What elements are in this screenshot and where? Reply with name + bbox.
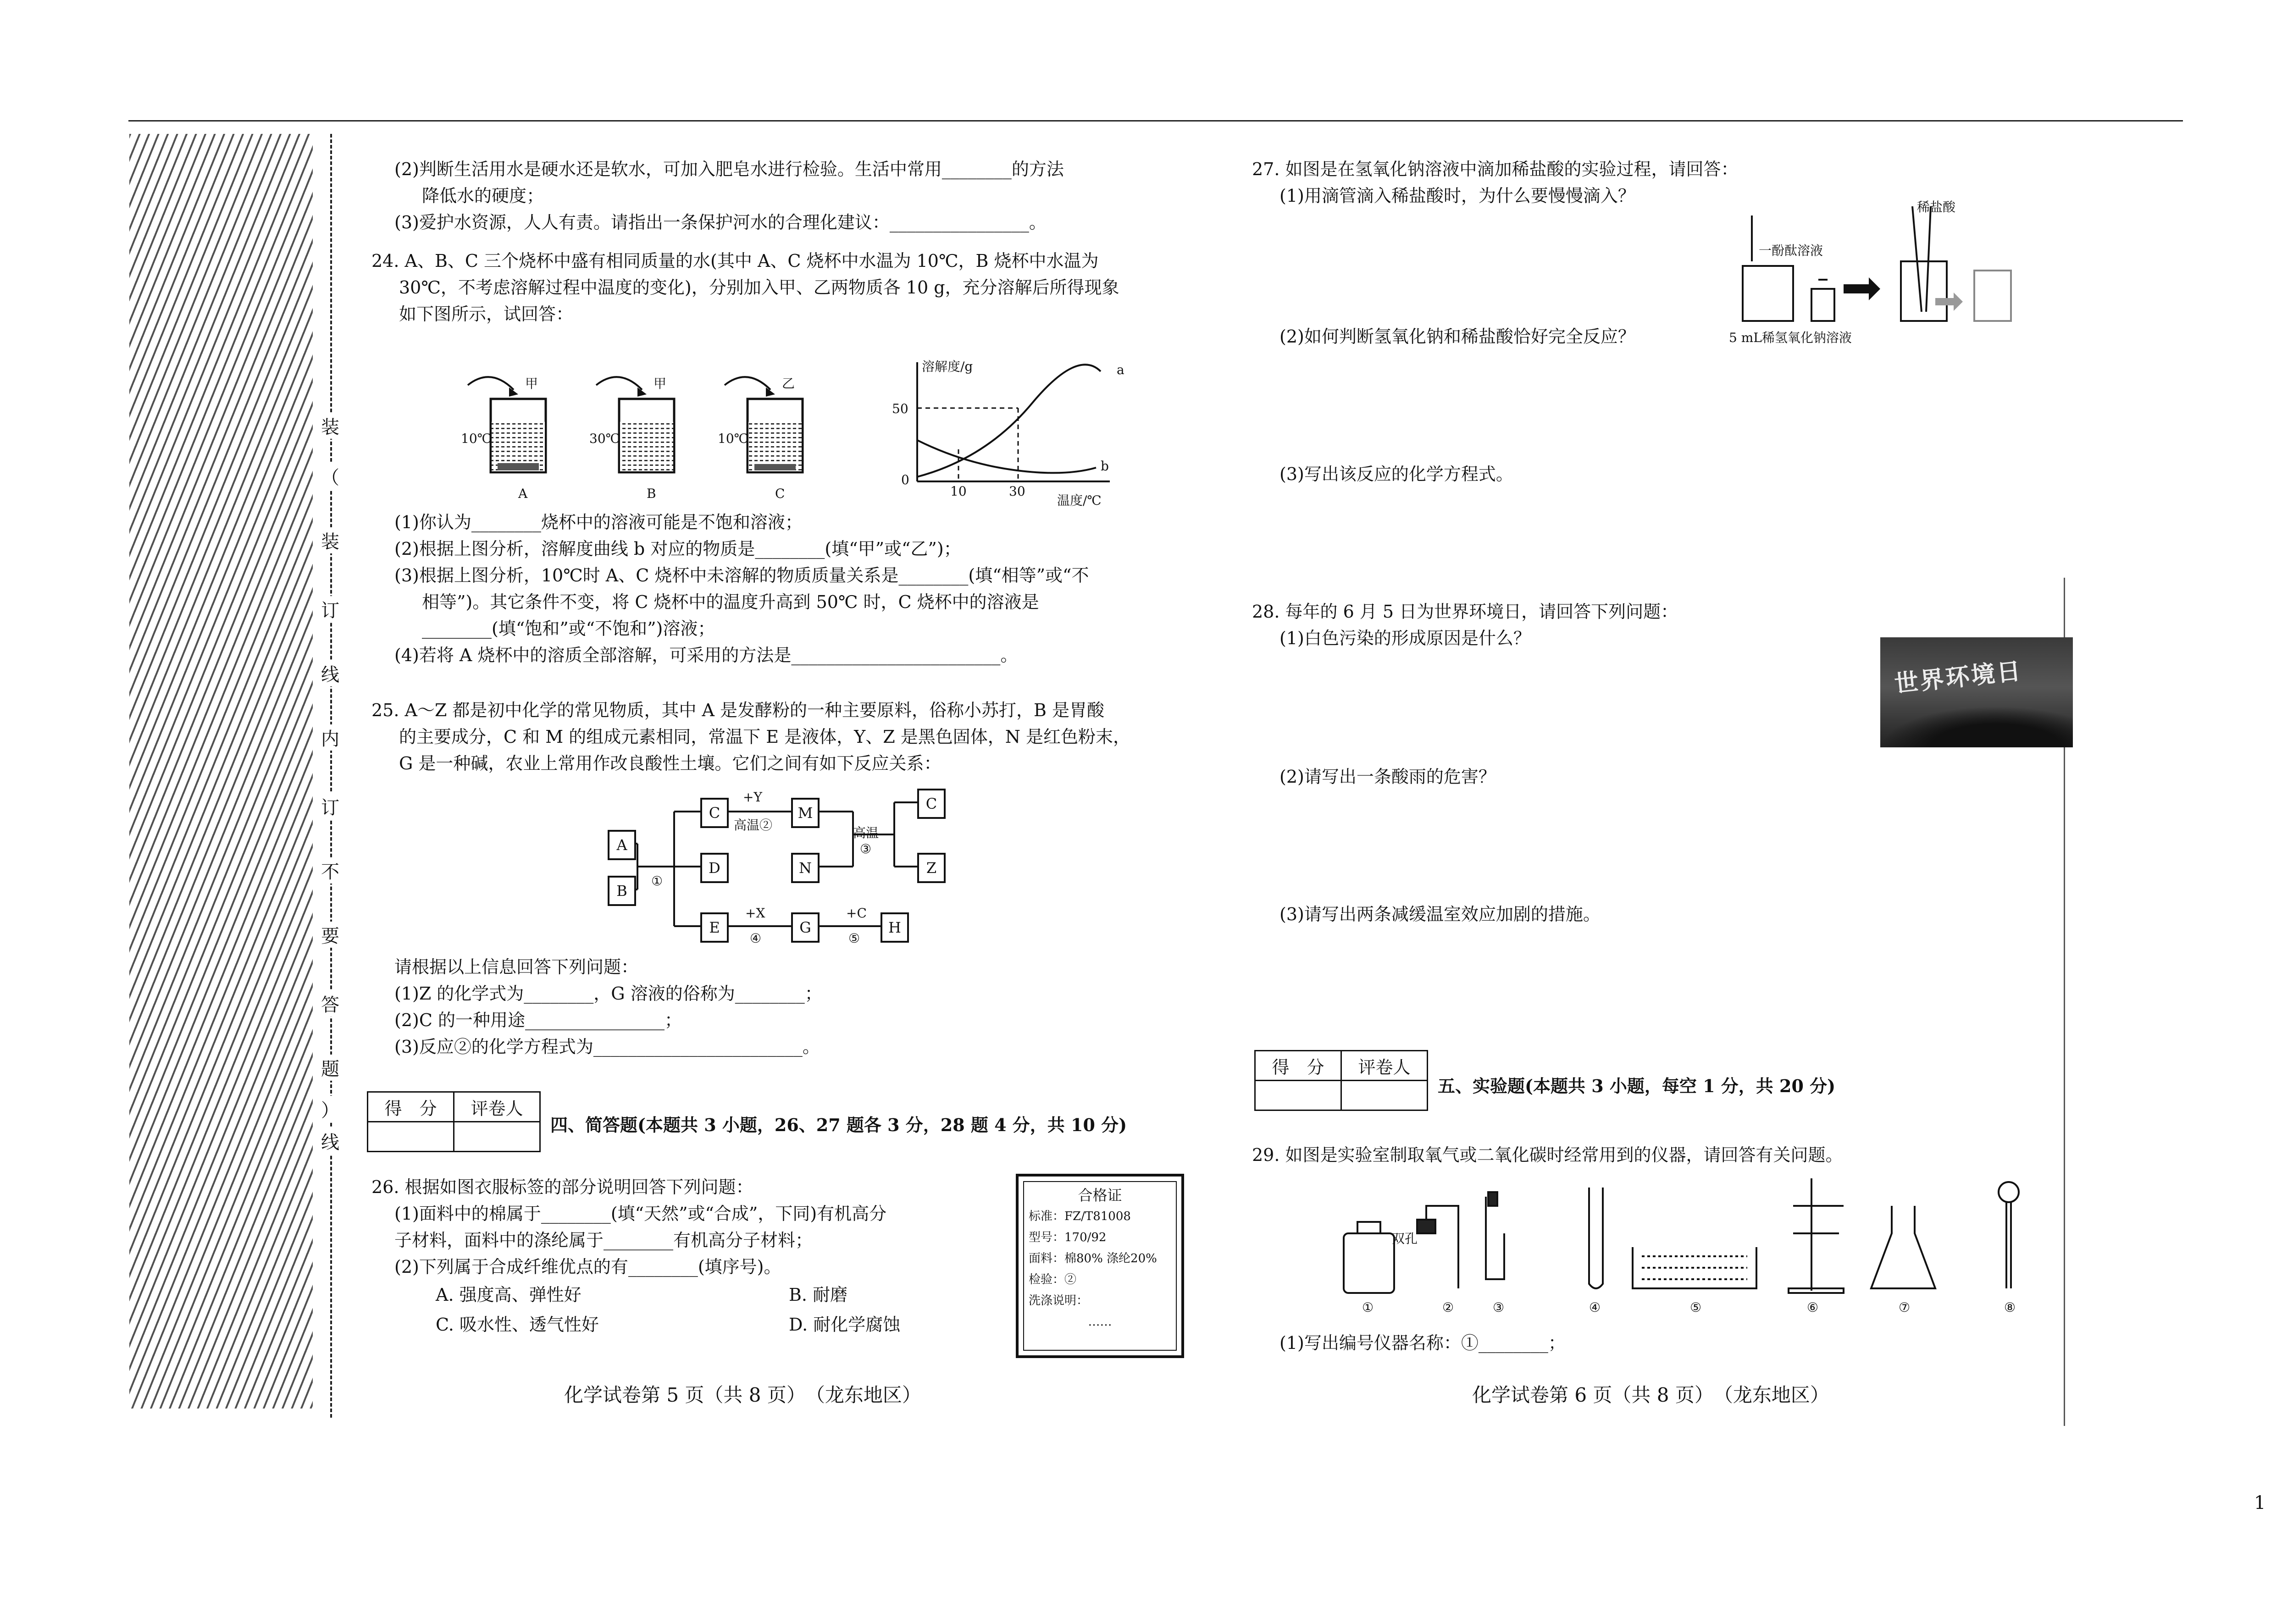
titration-caption: 5 mL稀氢氧化钠溶液 — [1729, 330, 1852, 345]
instrument-label: ⑥ — [1807, 1300, 1819, 1315]
graph-origin: 0 — [901, 472, 909, 487]
instrument-label: ⑧ — [2004, 1300, 2016, 1315]
lab-instruments-figure — [1330, 1178, 2055, 1298]
beaker-b-substance: 甲 — [654, 376, 667, 391]
score-cell[interactable] — [1255, 1081, 1341, 1110]
label-plus-c: +C — [846, 906, 867, 921]
q28-sub2: (2)请写出一条酸雨的危害？ — [1279, 767, 1496, 787]
q29-stem: 29. 如图是实验室制取氧气或二氧化碳时经常用到的仪器，请回答有关问题。 — [1252, 1145, 1843, 1165]
beaker-b-temp: 30℃ — [589, 431, 620, 446]
q23-line: 降低水的硬度； — [422, 186, 544, 206]
curve-b-label: b — [1101, 458, 1109, 474]
stopper-label: 双孔 — [1392, 1231, 1418, 1246]
clothing-label-card — [1016, 1174, 1184, 1358]
binding-dash-line — [330, 134, 332, 1418]
q28-stem — [1252, 598, 1678, 652]
curve-a-label: a — [1117, 362, 1124, 377]
label-card-line: 标准：FZ/T81008 — [1029, 1210, 1131, 1223]
binding-char: 内 — [316, 724, 344, 751]
instrument-label: ⑤ — [1690, 1300, 1702, 1315]
u-tube — [1486, 1197, 1504, 1279]
binding-char: 订 — [316, 596, 344, 622]
q25-sub: 请根据以上信息回答下列问题： — [394, 957, 639, 977]
beaker-b-label: B — [647, 486, 656, 501]
q27-sub3: (3)写出该反应的化学方程式。 — [1279, 464, 1513, 484]
binding-char: 订 — [316, 793, 344, 819]
q29-sub1: (1)写出编号仪器名称：①________； — [1279, 1333, 1566, 1353]
conical-flask — [1871, 1206, 1935, 1288]
q23-block — [394, 156, 1064, 236]
gas-bottle — [1344, 1233, 1394, 1293]
node-m: M — [791, 798, 820, 828]
beaker-c-temp: 10℃ — [718, 431, 748, 446]
node-z: Z — [917, 853, 946, 883]
q26-option-c: C. 吸水性、透气性好 — [436, 1315, 599, 1335]
q28-sub3: (3)请写出两条减缓温室效应加剧的措施。 — [1279, 904, 1601, 924]
score-header: 得 分 — [368, 1092, 454, 1122]
binding-char: ） — [316, 1096, 344, 1122]
q26-line: 26. 根据如图衣服标签的部分说明回答下列问题： — [371, 1177, 753, 1197]
instrument-label: ③ — [1493, 1300, 1505, 1315]
reagent-label: 稀盐酸 — [1917, 199, 1956, 215]
label-one: ① — [651, 873, 663, 889]
q27-line: (1)用滴管滴入稀盐酸时，为什么要慢慢滴入？ — [1279, 186, 1635, 206]
graph-xtick: 10 — [950, 484, 967, 499]
q26-line: 子材料，面料中的涤纶属于________有机高分子材料； — [394, 1230, 813, 1250]
binding-char: 线 — [316, 660, 344, 686]
binding-char: 装 — [316, 527, 344, 553]
q24-line: 如下图所示，试回答： — [399, 304, 574, 324]
grader-header: 评卷人 — [1341, 1051, 1428, 1081]
q25-stem — [371, 697, 1130, 777]
label-plus-x: +X — [745, 906, 765, 921]
q25-subquestions — [394, 954, 822, 1060]
instrument-label: ① — [1362, 1300, 1374, 1315]
node-a: A — [608, 830, 636, 860]
q24-line: 30℃，不考虑溶解过程中温度的变化)，分别加入甲、乙两物质各 10 g，充分溶解后所得现象 — [399, 277, 1119, 298]
q24-sub: ________(填“饱和”或“不饱和”)溶液； — [422, 619, 715, 639]
node-d: D — [700, 853, 729, 883]
label-plus-y: +Y — [743, 790, 762, 805]
label-card-line: 检验：② — [1029, 1273, 1077, 1287]
q25-line: 25. A～Z 都是初中化学的常见物质，其中 A 是发酵粉的一种主要原料，俗称小苏打，B 是胃酸 — [371, 700, 1105, 720]
q25-line: G 是一种碱，农业上常用作改良酸性土壤。它们之间有如下反应关系： — [399, 753, 942, 773]
score-cell[interactable] — [368, 1122, 454, 1152]
q24-sub: (2)根据上图分析，溶解度曲线 b 对应的物质是________(填“甲”或“乙”)； — [394, 539, 961, 559]
poster-text: 世界环境日 — [1893, 657, 2024, 698]
instrument-label: ⑦ — [1899, 1300, 1911, 1315]
grader-cell[interactable] — [454, 1122, 540, 1152]
reagent-label: 一酚酞溶液 — [1759, 243, 1823, 258]
test-tube — [1589, 1188, 1603, 1288]
binding-hatch — [129, 134, 313, 1409]
delivery-tube — [1426, 1206, 1458, 1288]
q26-option-d: D. 耐化学腐蚀 — [789, 1315, 901, 1335]
q27-stem — [1252, 156, 1739, 209]
q25-sub: (1)Z 的化学式为________，G 溶液的俗称为________； — [394, 983, 822, 1004]
binding-char: 要 — [316, 922, 344, 948]
environment-day-poster — [1880, 637, 2073, 747]
q23-line: (3)爱护水资源，人人有责。请指出一条保护河水的合理化建议：________________。 — [394, 212, 1047, 232]
q26-option-a: A. 强度高、弹性好 — [436, 1285, 582, 1305]
label-card-line: 洗涤说明： — [1029, 1294, 1089, 1308]
q26-block — [371, 1174, 886, 1280]
q27-sub2: (2)如何判断氢氧化钠和稀盐酸恰好完全反应？ — [1279, 326, 1635, 347]
score-table-left — [367, 1091, 541, 1152]
grader-cell[interactable] — [1341, 1081, 1428, 1110]
right-footer: 化学试卷第 6 页（共 8 页） （龙东地区） — [1472, 1384, 1829, 1406]
node-n: N — [791, 853, 820, 883]
top-rule — [128, 120, 2183, 122]
binding-char: 答 — [316, 990, 344, 1016]
titration-figure — [1734, 193, 2018, 339]
beaker-c-label: C — [775, 486, 785, 501]
score-table-right — [1254, 1050, 1428, 1111]
q26-option-b: B. 耐磨 — [789, 1285, 848, 1305]
binding-char: （ — [316, 463, 344, 489]
curve-a — [917, 365, 1101, 477]
q24-sub: (1)你认为________烧杯中的溶液可能是不饱和溶液； — [394, 512, 803, 532]
graph-ytick: 50 — [892, 401, 908, 416]
node-g: G — [791, 912, 820, 943]
q25-sub: (3)反应②的化学方程式为________________________。 — [394, 1037, 820, 1057]
label-gaowen2: 高温② — [734, 818, 773, 833]
grader-header: 评卷人 — [454, 1092, 540, 1122]
graph-ylabel: 溶解度/g — [922, 359, 973, 374]
label-card-line: 型号：170/92 — [1029, 1231, 1107, 1244]
node-c2: C — [917, 789, 946, 819]
binding-char: 题 — [316, 1055, 344, 1081]
label-gaowen: 高温 — [853, 825, 879, 840]
instrument-label: ② — [1442, 1300, 1454, 1315]
q24-sub: (4)若将 A 烧杯中的溶质全部溶解，可采用的方法是________________________。 — [394, 645, 1018, 665]
q24-sub: 相等”)。其它条件不变，将 C 烧杯中的温度升高到 50℃ 时，C 烧杯中的溶液是 — [422, 592, 1039, 612]
binding-char: 装 — [316, 413, 344, 439]
beaker-a-substance: 甲 — [525, 376, 538, 391]
rubber-stopper — [1417, 1220, 1435, 1233]
q25-line: 的主要成分，C 和 M 的组成元素相同，常温下 E 是液体，Y、Z 是黑色固体，N 是红色粉末， — [399, 727, 1131, 747]
q26-line: (2)下列属于合成纤维优点的有________(填序号)。 — [394, 1257, 781, 1277]
node-b: B — [608, 876, 636, 906]
node-e: E — [700, 912, 729, 943]
section-4-heading: 四、简答题(本题共 3 小题，26、27 题各 3 分，28 题 4 分，共 10 分) — [550, 1115, 1127, 1135]
label-card-line: …… — [1088, 1315, 1112, 1329]
label-card-line: 面料：棉80% 涤纶20% — [1029, 1252, 1157, 1265]
beaker-c-substance: 乙 — [782, 376, 795, 391]
graph-xlabel: 温度/℃ — [1057, 493, 1102, 508]
instrument-label: ④ — [1589, 1300, 1601, 1315]
binding-char: 线 — [316, 1128, 344, 1154]
q24-stem — [371, 248, 1119, 327]
q24-line: 24. A、B、C 三个烧杯中盛有相同质量的水(其中 A、C 烧杯中水温为 10℃，B 烧杯中水温为 — [371, 251, 1099, 271]
node-c: C — [700, 798, 729, 828]
q27-line: 27. 如图是在氢氧化钠溶液中滴加稀盐酸的实验过程，请回答： — [1252, 159, 1739, 179]
graph-xtick: 30 — [1009, 484, 1025, 499]
label-three: ③ — [860, 841, 872, 856]
q28-line: 28. 每年的 6 月 5 日为世界环境日，请回答下列问题： — [1252, 602, 1678, 622]
beaker-a-temp: 10℃ — [461, 431, 492, 446]
q25-sub: (2)C 的一种用途________________； — [394, 1010, 682, 1030]
left-footer: 化学试卷第 5 页（共 8 页） （龙东地区） — [564, 1384, 921, 1406]
q26-line: (1)面料中的棉属于________(填“天然”或“合成”，下同)有机高分 — [394, 1204, 887, 1224]
node-h: H — [881, 912, 909, 943]
solubility-graph — [894, 353, 1124, 504]
label-five: ⑤ — [848, 931, 860, 946]
label-four: ④ — [750, 931, 762, 946]
section-5-heading: 五、实验题(本题共 3 小题，每空 1 分，共 20 分) — [1438, 1076, 1836, 1096]
binding-char: 不 — [316, 857, 344, 884]
score-header: 得 分 — [1255, 1051, 1341, 1081]
q24-subquestions — [394, 509, 1089, 668]
q28-line: (1)白色污染的形成原因是什么？ — [1279, 628, 1531, 648]
q23-line: (2)判断生活用水是硬水还是软水，可加入肥皂水进行检验。生活中常用________的方法 — [394, 159, 1064, 179]
beaker-a-label: A — [518, 486, 528, 501]
q24-sub: (3)根据上图分析，10℃时 A、C 烧杯中未溶解的物质质量关系是________(填“相等”或“不 — [394, 565, 1089, 586]
label-card-title: 合格证 — [1078, 1187, 1122, 1204]
page-number: 1 — [2254, 1492, 2266, 1514]
long-neck-funnel — [1999, 1182, 2019, 1202]
